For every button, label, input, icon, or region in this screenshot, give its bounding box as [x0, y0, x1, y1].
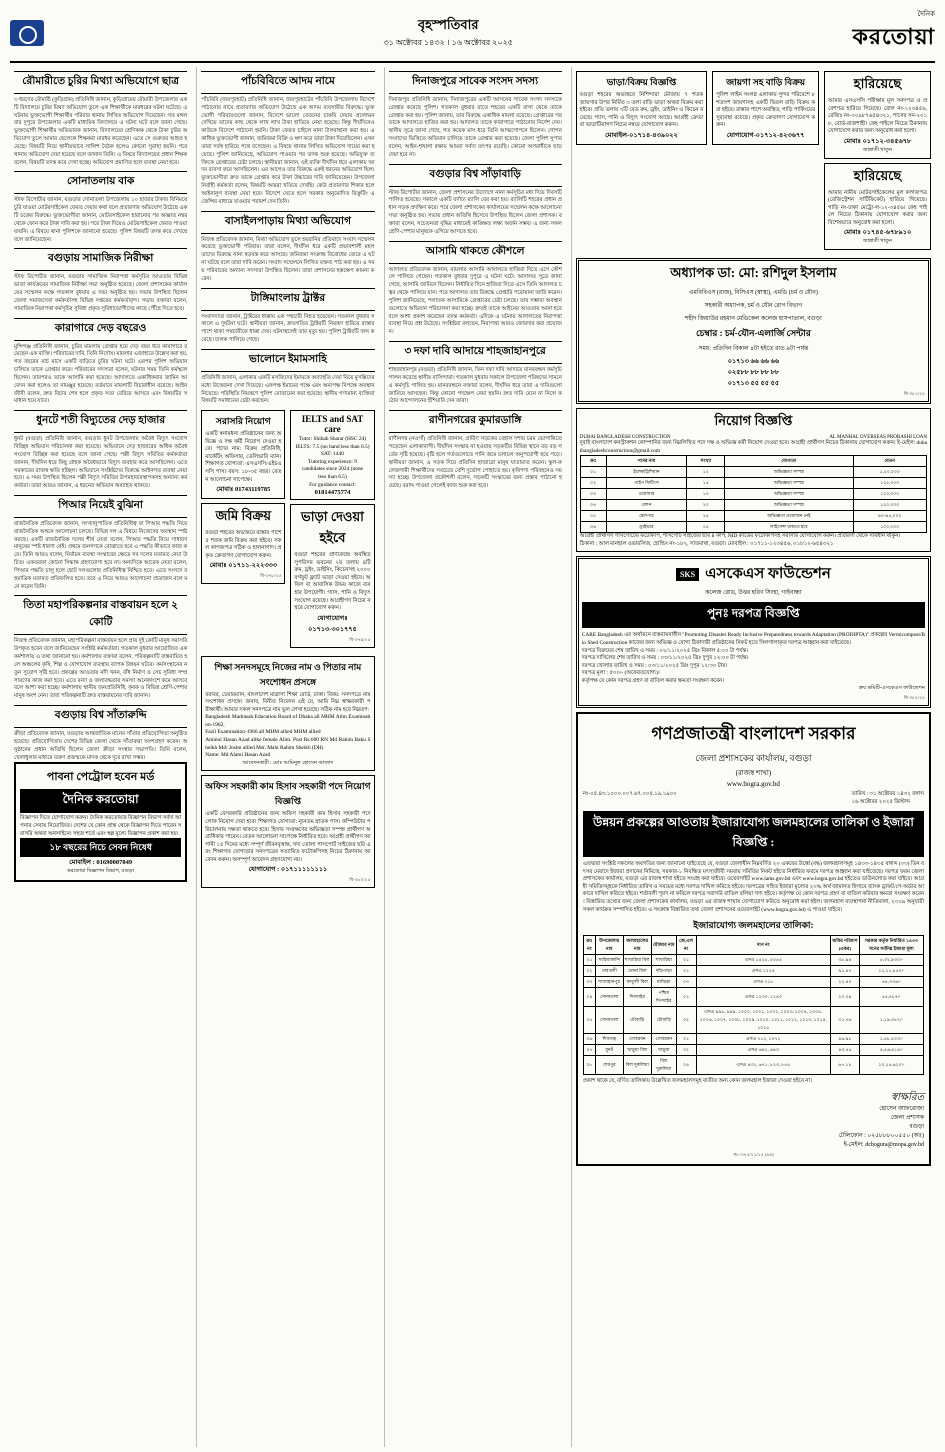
doctor-phone-3[interactable]: ০১৭১৩ ৫৫ ৫৫ ৫৫	[727, 380, 780, 388]
cell-upazila: সোনাতলা	[595, 1007, 623, 1034]
article-body: সংবাদদাতা জানান, ট্রাক্টরের ধাক্কায় এক পথচারী নিহত হয়েছেন। গতকাল বুধবার সকালে এ দুর্ঘটনা ঘটে। স্থানীয়রা জানান, দ্রুতগতির ট্রাক্টরটি নিয়ন্ত্রণ হারিয়ে রাস্তার পাশে থাকা পথচারীকে ধাক্কা দেয়। ঘটনাস্থলেই তার মৃত্যু হয়। পুলিশ ট্রাক্টরটি জব্দ করেছে। চালক পালিয়ে গেছে।	[201, 313, 375, 344]
ad-reference: বি-৩৮০/২৫	[349, 877, 371, 883]
ielts-line-1: Tutor: Shihab Sharar (HSC 24)	[298, 436, 367, 443]
masthead	[10, 8, 935, 63]
hiring-ad-body: একটি স্বনামধন্য প্রতিষ্ঠানের জন্য অভিজ্ঞ ও দক্ষ কর্মী নিয়োগ দেওয়া হবে। পদের নাম: বিক্রয় প্রতিনিধি, মার্কেটিং অফিসার, ডেলিভারি ম্যান। শিক্ষাগত যোগ্যতা: এসএসসি/এইচএসসি পাস। বয়স: ১৮-৩৫ বছর। বেতন আলোচনা সাপেক্ষে।	[205, 431, 282, 483]
article-body: রাণীনগর (নওগাঁ) প্রতিনিধি জানান, গ্রামীণ সড়কের বেহাল দশায় চরম ভোগান্তিতে পড়েছেন এলাকাবাসী। দীর্ঘদিন সংস্কার না হওয়ায় সড়কটির বিভিন্ন স্থানে বড় বড় গর্তের সৃষ্টি হয়েছে। বৃষ্টি হলে গর্তগুলোতে পানি জমে চলাচল অনুপযোগী হয়ে পড়ে। স্থানীয়রা জানান, এ সড়ক দিয়ে প্রতিদিন হাজারো মানুষ যাতায়াত করেন। স্কুল-কলেজগামী শিক্ষার্থীদের সবচেয়ে বেশি দুর্ভোগ পোহাতে হয়। কৃষিপণ্য পরিবহনেও সমস্যা হচ্ছে। উপজেলা প্রকৌশলী বলেন, সড়কটি সংস্কারের জন্য প্রস্তাব পাঠানো হয়েছে। বরাদ্দ পাওয়া গেলেই কাজ শুরু করা হবে।	[388, 436, 562, 490]
cell-lease-value: ১০,২৫,৬২০/-	[859, 1056, 923, 1075]
cell-jl-no: ০১	[676, 988, 696, 1007]
jalmahal-table	[583, 935, 924, 1075]
cell-count: ০৫	[687, 522, 725, 533]
recruitment-company-right: AL MANHAL OVERSEAS PROBASHI LOAN	[829, 435, 928, 441]
masthead-title-block	[852, 8, 935, 57]
article-headline: বগুড়ায় বিশ্ব সাঁতারুদ্দি	[14, 705, 187, 728]
hiring-ad-phone[interactable]: মোবাঃ 01743119785	[216, 486, 271, 494]
cell-mouza: বিল দুরুলিয়া	[651, 1056, 676, 1075]
cell-area: ৪৬.৯৮	[831, 1034, 860, 1045]
table-row	[583, 955, 923, 966]
recruitment-company-left: DUBAI BANGLADESH CONSTRUCTION	[579, 435, 671, 441]
petrol-advertisement[interactable]	[14, 762, 187, 881]
rent-sale-body: বগুড়া শহরের অভ্যন্তরে নিশিন্দারা মৌজায় ৭ শতক জায়গার উপর নির্মিত ৩ তলা বাড়ি ভাড়া অথবা বিক্রয় করা হইবে। প্রতি তলায় ৩টি বেড রুম, ড্রইং, ডাইনিং ও কিচেন রয়েছে। গ্যাস, পানি ও বিদ্যুৎ সংযোগ আছে। আগ্রহী ক্রেতা বা ভাড়াটিয়াগণ নিচের নম্বরে যোগাযোগ করুন।	[579, 92, 704, 129]
cell-serial: ০৬	[580, 522, 606, 533]
cell-salary: ৯০-৯৫,০০০	[853, 511, 927, 522]
table-row	[580, 500, 926, 511]
table-row	[580, 522, 926, 533]
cell-jl-no: ০২	[676, 1045, 696, 1056]
column-3	[384, 67, 566, 1447]
cell-dag-no: এসএ ১৪২৮, ৫০৫৫	[696, 955, 831, 966]
ielts-ad-phone[interactable]: 01814475774	[314, 489, 351, 497]
article-headline: দিনাজপুরে সাবেক সংসদ সদস্য	[389, 71, 562, 94]
publication-day: বৃহস্পতিবার	[417, 16, 479, 32]
cell-area: ৩৮.৯৪	[831, 955, 860, 966]
lost-notice-ad-2[interactable]	[824, 163, 931, 251]
cell-dag-no: এসএ ৯৯৮, ৯৯৯, ১০০০, ১০০১, ১০০২, ১০০৩, ১০০৪, ১০০৫, ১০০৬, ১০০৭, ১০০৮, ১০০৯, ১০১০, ১০১১, ১০১২, ১০১৩, ১০১৪, ১০১৫	[696, 1007, 831, 1034]
cell-lease-value: ৪,৫৬,৪১৪/-	[859, 1045, 923, 1056]
recruitment-table	[580, 455, 927, 533]
cell-qualification: অভিজ্ঞতা সম্পন্ন	[725, 467, 853, 478]
article-headline: কারাগারে দেড় বছরেও	[14, 318, 187, 341]
doctor-phone-1[interactable]: ০১৭১৩ ৬৬ ৬৬ ৬৬	[727, 358, 780, 366]
lost-signature-2: জান্নাতী খাতুন	[862, 238, 893, 245]
sks-tender-line-5: কর্তৃপক্ষ যে কোন দরপত্র গ্রহণ বা বাতিল করার ক্ষমতা সংরক্ষণ করেন।	[581, 677, 725, 684]
article-body: নিজস্ব প্রতিবেদক জানান, মহাপরিকল্পনা বাস্তবায়ন হলে প্রায় দুই কোটি মানুষ সরাসরি উপকৃত হবেন বলে জানিয়েছেন সংশ্লিষ্ট কর্মকর্তারা। গতকাল বুধবার আয়োজিত এক কর্মশালায় এ তথ্য জানানো হয়। কর্মশালায় বক্তারা বলেন, পরিকল্পনাটি বাস্তবায়িত হলে অঞ্চলের কৃষি, শিল্প ও যোগাযোগ ব্যবস্থায় ব্যাপক উন্নয়ন ঘটবে। কর্মসংস্থানের নতুন সুযোগ সৃষ্টি হবে। প্রকল্পের আওতায় নদী খনন, বাঁধ নির্মাণ ও সেচ সুবিধা সম্প্রসারণের কাজ করা হবে। এতে বন্যা ও জলাবদ্ধতার সমস্যা অনেকাংশে কমে আসবে বলে আশা করা হচ্ছে। কর্মশালায় স্থানীয় জনপ্রতিনিধি, কৃষক ও বিভিন্ন শ্রেণি-পেশার মানুষ অংশ নেন। তারা পরিকল্পনাটি দ্রুত বাস্তবায়নের দাবি জানান।	[14, 638, 188, 700]
gov-website[interactable]: www.bogra.gov.bd	[726, 780, 780, 789]
signatory-email[interactable]: ই-মেইল: dcbogura@mopa.gov.bd	[843, 1141, 924, 1148]
gov-branch: (রাজস্ব শাখা)	[735, 769, 772, 778]
sks-tender-ad[interactable]	[576, 556, 931, 708]
th-jl-no: জে,এল নং	[676, 936, 696, 955]
cell-serial: ০২	[583, 966, 595, 977]
recruitment-note: আগ্রহী প্রার্থীগণ পাসপোর্টের ফটোকপি, পাসপোর্ট সাইজের ছবি ৪ কপি, NID কার্ডের ফটোকপিসহ সরাসরি যোগাযোগ করুন। প্রতারণা থেকে সাবধান থাকুন।	[579, 533, 901, 540]
cell-area: ২০.০৯	[831, 988, 860, 1007]
column-right-block	[571, 67, 935, 1447]
cell-serial: ০৮	[583, 1056, 595, 1075]
cell-post: পাইপ ফিটিংস	[606, 478, 687, 489]
cell-serial: ০২	[580, 478, 606, 489]
th-serial: ক্রঃ নং	[583, 936, 595, 955]
office-job-body: একটি বেসরকারি প্রতিষ্ঠানের জন্য অফিস সহকারী কাম হিসাব সহকারী পদে লোক নিয়োগ দেয়া হবে। শিক্ষাগত যোগ্যতা: ন্যূনতম স্নাতক পাস। কম্পিউটার পরিচালনায় দক্ষতা থাকতে হবে। হিসাব সংরক্ষণের অভিজ্ঞতা সম্পন্ন প্রার্থীগণ অগ্রাধিকার পাবেন। বেতন আলোচনা সাপেক্ষে নির্ধারিত হবে। আগ্রহী প্রার্থীগণ আগামী ১৫ দিনের মধ্যে সম্পূর্ণ জীবনবৃত্তান্ত, সদ্য তোলা পাসপোর্ট সাইজের ছবি এবং শিক্ষাগত যোগ্যতার সনদপত্রের সত্যায়িত ফটোকপিসহ নিচের ঠিকানায় আবেদন করুন। অসম্পূর্ণ আবেদন গ্রহণযোগ্য নয়।	[205, 811, 371, 863]
column-2	[196, 67, 378, 1447]
cell-count: ২০	[687, 500, 725, 511]
ielts-line-5: candidates since 2024 (none	[302, 466, 363, 473]
ielts-line-6: less than 6.5)	[318, 474, 347, 480]
sks-tender-line-1: দরপত্র বিক্রয়ের শেষ তারিখ ও সময় : ০২/১১/২০২৫ খ্রিঃ বিকাল ৫:০০ টা পর্যন্ত।	[581, 647, 749, 654]
article-body: পাঁচবিবি (জয়পুরহাট) প্রতিনিধি জানান, জয়পুরহাটের পাঁচবিবি উপজেলায় বিদেশে পাঠানোর নামে প্রতারণার অভিযোগ উঠেছে এক আদম ব্যবসায়ীর বিরুদ্ধে। ভুক্তভোগী পরিবারগুলো জানান, বিদেশে ভালো বেতনের চাকরি দেয়ার প্রলোভন দেখিয়ে তাদের কাছ থেকে লাখ লাখ টাকা হাতিয়ে নেয়া হয়েছে। কিন্তু দীর্ঘদিনেও কাউকে বিদেশে পাঠানো হয়নি। টাকা ফেরত চাইলে নানা টালবাহানা করা হয়। একাধিক ভুক্তভোগী জানান, জমিজমা বিক্রি ও ঋণ করে তারা টাকা দিয়েছিলেন। এখন তারা সর্বস্ব হারিয়ে পথে বসেছেন। এ বিষয়ে থানায় লিখিত অভিযোগ দায়ের করা হয়েছে। পুলিশ জানিয়েছে, অভিযোগ পাওয়ার পর তদন্ত শুরু হয়েছে। অভিযুক্ত ব্যক্তিকে গ্রেপ্তারের চেষ্টা চলছে। স্থানীয়রা জানান, ওই ব্যক্তি দীর্ঘদিন ধরে এলাকায় আদম ব্যবসা করে আসছিলেন। এর আগেও তার বিরুদ্ধে একই ধরনের অভিযোগ ছিল। ভুক্তভোগীরা দ্রুত তাকে গ্রেপ্তার করে টাকা উদ্ধারের দাবি জানিয়েছেন। উপজেলা নির্বাহী কর্মকর্তা বলেন, বিষয়টি আমরা খতিয়ে দেখছি। কেউ প্রতারণার শিকার হলে আইনানুগ ব্যবস্থা নেয়া হবে। বিদেশে যেতে হলে সরকার অনুমোদিত রিক্রুটিং এজেন্সির মাধ্যমে যাওয়ার পরামর্শ দেন তিনি।	[201, 97, 375, 205]
cell-serial: ০৩	[583, 977, 595, 988]
cell-jl-no: ০১	[676, 955, 696, 966]
doctor-name: অধ্যাপক ডা: মো: রশিদুল ইসলাম	[670, 265, 837, 281]
sks-logo-icon: SKS	[676, 568, 699, 581]
article-headline: ৩ দফা দাবি আদায়ে শাহজাহানপুরে	[389, 341, 562, 364]
masthead-center	[44, 16, 852, 50]
cell-jl-no: ০২	[676, 1007, 696, 1034]
article-headline: পিআর নিয়েই বুঝিনা	[14, 495, 187, 518]
ad-reference: বি-৩৮২/২৫	[903, 695, 925, 701]
cell-post: ড্রাইভার	[606, 522, 687, 533]
col2-ad-row	[201, 406, 374, 651]
sks-tender-line-2: দরপত্র দাখিলের শেষ তারিখ ও সময় : ০৩/১১/২০২৫ খ্রিঃ দুপুর ১২:০০ টা পর্যন্ত।	[581, 655, 749, 662]
cell-salary: ১২০,০০০	[853, 500, 927, 511]
paper-title: করতোয়া	[852, 24, 935, 49]
cell-mouza: মাঝিড়া	[651, 977, 676, 988]
sks-tender-banner: পুনঃ দরপত্র বিজ্ঞপ্তি	[582, 602, 925, 628]
cell-dag-no: এসএ ১২৩০, ১২৪০	[696, 988, 831, 1007]
th-mouza: মৌজার নাম	[651, 936, 676, 955]
cell-qualification: অভিজ্ঞতা সম্পন্ন	[725, 500, 853, 511]
table-row	[583, 977, 923, 988]
gov-date-bn: তারিখ : ৩১ অক্টোবর ১৪৩২ বঙ্গাব্দ	[851, 791, 924, 798]
table-header-row	[583, 936, 923, 955]
name-correction-detail-4: Name: Md Alami Hasan Azad	[205, 752, 271, 759]
cell-serial: ০৬	[583, 1034, 595, 1045]
cell-upazila: শিবগঞ্জ	[595, 1034, 623, 1045]
cell-serial: ০৫	[583, 1007, 595, 1034]
cell-serial: ০১	[580, 467, 606, 478]
ielts-line-3: SAT: 1440	[321, 451, 344, 458]
signatory-name: হোসেন আফরোজা	[879, 1105, 924, 1112]
article-headline: রৌমারীতে চুরির মিথ্যা অভিযোগে ছাত্র	[14, 71, 187, 94]
rent-ad-body: বগুড়া শহরের প্রাণকেন্দ্রে অবস্থিত সুপরিসর ভবনের ২য় তলায় ৪টি রুম, ড্রইং, ডাইনিং, কিচেনসহ ২০০০ বর্গফুট ফ্ল্যাট ভাড়া দেওয়া হইবে। অফিস বা আবাসিক উভয় কাজে ব্যবহার উপযোগী। গ্যাস, পানি ও বিদ্যুৎ সংযোগ রয়েছে। আগ্রহীগণ নিচের নম্বরে যোগাযোগ করুন।	[294, 552, 371, 612]
article-headline: আসামি থাকতে কৌশলে	[389, 241, 562, 264]
article-body: নিজস্ব প্রতিবেদক জানান, মিথ্যা অভিযোগ তুলে হয়রানির প্রতিবাদে সংবাদ সম্মেলন করেছে ভুক্তভোগী পরিবার। তারা বলেন, দীর্ঘদিন ধরে একটি প্রভাবশালী মহল তাদের বিরুদ্ধে নানা ষড়যন্ত্র করে আসছে। জমিজমা সংক্রান্ত বিরোধের জেরে এ ঘটনা ঘটছে বলে তারা দাবি করেন। সংবাদ সম্মেলনে লিখিত বক্তব্য পাঠ করা হয়। এ সময় পরিবারের অন্যান্য সদস্যরা উপস্থিত ছিলেন। তারা প্রশাসনের হস্তক্ষেপ কামনা করেন।	[201, 236, 375, 282]
cell-lease-value: ১,১৯,৩৫২/-	[859, 1007, 923, 1034]
gov-footer-note: প্রকাশ থাকে যে, বর্ণিত তালিকায় উল্লেখিত জলমহালসমূহ ব্যতীত অন্য কোন জলমহাল ইজারা দেওয়া হইবে না।	[582, 1078, 812, 1085]
cell-serial: ০৪	[583, 988, 595, 1007]
lost-notice-ad-1[interactable]	[824, 71, 931, 159]
cell-post: ওয়েল্ডার	[606, 489, 687, 500]
cell-jl-no: ০১	[676, 1034, 696, 1045]
cell-serial: ০১	[583, 955, 595, 966]
cell-jalmahal: খাড়ুয়া বিল	[623, 1045, 651, 1056]
paper-kicker: দৈনিক	[917, 10, 935, 18]
lost-phone-2[interactable]: মোবাঃ ০১৭৪৫-৬৭৮৯১০	[843, 229, 912, 237]
th-jalmahal: জলমহালের নাম	[623, 936, 651, 955]
gov-memo-number: নং-০৫.৪৩.১০০০.০০৭.৬৭.০০৫.১৯.১৯০০	[582, 791, 677, 798]
cell-qualification: লাইসেন্স থাকতে হবে	[725, 522, 853, 533]
cell-jalmahal: বিল দুরুলিয়া	[623, 1056, 651, 1075]
gov-table-title: ইজারাযোগ্য জলমহালের তালিকা:	[693, 920, 814, 931]
rent-advertisement[interactable]	[290, 504, 374, 648]
table-row	[583, 1045, 923, 1056]
article-body: দিনাজপুর প্রতিনিধি জানান, দিনাজপুরের একটি আসনের সাবেক সংসদ সদস্যকে গ্রেপ্তার করেছে পুলিশ। গতকাল বুধবার রাতে শহরের একটি বাসা থেকে তাকে গ্রেপ্তার করা হয়। পুলিশ জানায়, তার বিরুদ্ধে একাধিক মামলা রয়েছে। গ্রেপ্তারের পর তাকে আদালতে হাজির করা হয়। আদালত তাকে কারাগারে পাঠানোর নির্দেশ দেন। স্থানীয় সূত্রে জানা গেছে, গত কয়েক মাস ধরে তিনি আত্মগোপনে ছিলেন। গোপন সংবাদের ভিত্তিতে অভিযান চালিয়ে তাকে গ্রেপ্তার করা হয়েছে। জেলা পুলিশ সুপার বলেন, আইন-শৃঙ্খলা রক্ষায় আমরা সর্বদা তৎপর রয়েছি। কোনো অপরাধীকে ছাড় দেয়া হবে না।	[388, 97, 562, 158]
table-header-row	[580, 456, 926, 467]
recruitment-ad[interactable]	[576, 408, 931, 552]
table-row	[580, 478, 926, 489]
signatory-phone: টেলিফোন : ০২৫৮৮৮০০৫৫০ (অঃ)	[838, 1132, 924, 1139]
name-correction-body: বরাবর, চেয়ারম্যান, বাংলাদেশ মাদ্রাসা শিক্ষা বোর্ড, ঢাকা। বিষয়: সনদপত্রে নাম সংশোধন প্রসঙ্গে। জনাব, বিনীত নিবেদন এই যে, আমি নিম্ন স্বাক্ষরকারী পরীক্ষার্থী। আমার সকল সনদপত্রে নাম ভুল লেখা হয়েছে। সঠিক নাম হবে নিম্নরূপ:	[205, 691, 371, 713]
cell-mouza: পশ্চিম দিগদাইর	[651, 988, 676, 1007]
article-headline: তিতা মহাপরিকল্পনার বাস্তবায়ন হলে ২ কোটি	[14, 595, 187, 635]
doctor-department: সহকারী অধ্যাপক, চর্ম ও যৌন রোগ বিভাগ	[704, 303, 803, 310]
article-body: আদালত প্রতিবেদক জানান, মামলার আসামি আদালতে হাজিরা দিতে এসে কৌশলে পালিয়ে গেছেন। গতকাল বুধবার দুপুরে এ ঘটনা ঘটে। আদালত সূত্রে জানা গেছে, আসামি জামিনে ছিলেন। নির্ধারিত দিনে হাজিরা দিতে এসে তিনি আদালত চত্বর থেকে পালিয়ে যান। পরে আদালত তার বিরুদ্ধে গ্রেপ্তারি পরোয়ানা জারি করেন। পুলিশ জানিয়েছে, পলাতক আসামিকে গ্রেপ্তারের চেষ্টা চলছে। তার সম্ভাব্য অবস্থানগুলোতে অভিযান পরিচালনা করা হচ্ছে। দ্রুতই তাকে আইনের আওতায় আনা হবে বলে আশা প্রকাশ করেছেন তদন্ত কর্মকর্তা। এদিকে এ ঘটনায় আদালতের নিরাপত্তা ব্যবস্থা নিয়ে প্রশ্ন উঠেছে। সংশ্লিষ্টরা বলছেন, নিরাপত্তা আরও জোরদার করা প্রয়োজন।	[388, 266, 562, 336]
article-headline: বগুড়ার বিশ্ব সাঁড়াবাড়ি	[389, 164, 562, 187]
cell-salary: ১২৫,০০০	[853, 478, 927, 489]
recruitment-address: ঠিকানা : আল মানহাল ওভারসিজ, হোল্ডিং নং-১৮২, সাতমাথা, বগুড়া। মোবাইল : ০১৭১১-১২৩৪৫৬, ০১৮১২-৬৫৪৩২১	[579, 540, 834, 547]
cell-lease-value: ১,৪৮,৫০৩/-	[859, 1034, 923, 1045]
land-sale-advertisement[interactable]	[201, 503, 285, 584]
cell-area: ৪৩.৫৫	[831, 1045, 860, 1056]
petrol-ad-warning: ১৮ বছরের নিচে সেবন নিষেধ	[20, 838, 181, 857]
article-headline: ভালোনে ইমামসাহি	[201, 349, 374, 372]
cell-upazila: শাজাহানপুর	[595, 977, 623, 988]
cell-dag-no: এসএ ৬৯২, ৬৯৩	[696, 1045, 831, 1056]
cell-jalmahal: চৌবাড়ি	[623, 1007, 651, 1034]
cell-post: হেলপার	[606, 511, 687, 522]
table-row	[580, 489, 926, 500]
cell-lease-value: ৪৪,৩৩৬/-	[859, 977, 923, 988]
ielts-ad-title: IELTS and SAT care	[301, 414, 364, 435]
cell-post: মেশন	[606, 500, 687, 511]
cell-mouza: শাখারিয়া	[651, 955, 676, 966]
office-job-phone[interactable]: যোগাযোগ : ০১৭১১১১১১১১	[248, 866, 328, 874]
article-body: প্রতিনিধি জানান, এলাকার একটি মসজিদের ইমামকে অব্যাহতি দেয়া নিয়ে মুসল্লিদের মধ্যে উত্তেজনা দেখা দিয়েছে। একপক্ষ ইমামের পক্ষে এবং অন্যপক্ষ বিপক্ষে অবস্থান নিয়েছে। পরিস্থিতি নিয়ন্ত্রণে পুলিশ মোতায়েন করা হয়েছে। স্থানীয় গণ্যমান্য ব্যক্তিরা বিষয়টি সমাধানের চেষ্টা করছেন।	[201, 374, 375, 405]
article-headline: বাসাইলপাড়ায় মিথ্যা অভিযোগ	[201, 211, 374, 234]
lost-title-1: হারিয়েছে	[853, 76, 902, 91]
gov-office: জেলা প্রশাসকের কার্যালয়, বগুড়া	[695, 753, 812, 764]
cell-serial: ০৫	[580, 511, 606, 522]
cell-mouza: খাড়ুয়া	[651, 1045, 676, 1056]
cell-count: ১৫	[687, 478, 725, 489]
paper-logo-icon	[10, 20, 44, 46]
rent-ad-title: ভাড়া দেওয়া হইবে	[301, 509, 364, 546]
table-row	[583, 966, 923, 977]
cell-salary: ১২০,০০০	[853, 489, 927, 500]
house-sale-phone[interactable]: যোগাযোগ-০১৭১২-৪২৩৬৭৭	[726, 131, 805, 139]
ad-reference: বি-৩৭৮/২৫	[260, 573, 282, 579]
article-body: ৩ ধরণের রৌমারী (কুড়িগ্রাম) প্রতিনিধি জানান, কুড়িগ্রামের রৌমারী উপজেলার একটি বিদ্যালয়ে চুরির মিথ্যা অভিযোগ তুলে এক শিক্ষার্থীকে মারধরের ঘটনা ঘটেছে। এ ঘটনায় ভুক্তভোগী শিক্ষার্থীর পরিবার থানায় লিখিত অভিযোগ দিয়েছেন। গত মঙ্গলবার দুপুরে উপজেলার একটি মাধ্যমিক বিদ্যালয়ে এ ঘটনা ঘটে বলে জানা গেছে। ভুক্তভোগী শিক্ষার্থীর অভিভাবক জানান, বিদ্যালয়ের শ্রেণিকক্ষ থেকে টাকা চুরির অভিযোগ তুলে আমার ছেলেকে শিক্ষকরা মারধর করেছেন। এতে সে গুরুতর আহত হয়েছে। বিষয়টি নিয়ে স্থানীয়ভাবে সালিশ বৈঠক হলেও কোনো সুরাহা হয়নি। পরে থানায় অভিযোগ দেয়া হয়েছে বলে জানান তিনি। এ বিষয়ে বিদ্যালয়ের প্রধান শিক্ষক বলেন, বিষয়টি তদন্ত করে দেখা হচ্ছে। অভিযোগ প্রমাণিত হলে ব্যবস্থা নেয়া হবে।	[14, 97, 188, 166]
table-row	[583, 1034, 923, 1045]
cell-mouza: চৌবাড়ি	[651, 1007, 676, 1034]
cell-jl-no: ০৩	[676, 977, 696, 988]
rent-sale-notice-ad[interactable]	[576, 71, 707, 145]
cell-serial: ০৭	[583, 1045, 595, 1056]
cell-jalmahal: শাখারিয়া বিল	[623, 955, 651, 966]
cell-area: ৯১.৪৭	[831, 966, 860, 977]
cell-jl-no: ০১	[676, 966, 696, 977]
cell-lease-value: ১২,১১,৪৫০/-	[859, 966, 923, 977]
article-body: ক্রীড়া প্রতিবেদক জানান, বগুড়ায় আন্তর্জাতিক মানের সাঁতার প্রতিযোগিতা অনুষ্ঠিত হয়েছে। প্রতিযোগিতায় দেশের বিভিন্ন জেলা থেকে সাঁতারুরা অংশগ্রহণ করেন। অনুষ্ঠানের প্রধান অতিথি ছিলেন জেলা ক্রীড়া সংস্থার সভাপতি। তিনি বলেন, খেলাধুলার মাধ্যমে তরুণ প্রজন্মকে মাদক থেকে দূরে রাখা সম্ভব।	[14, 731, 188, 761]
ielts-line-2: IELTS: 7.5 (no band less than 6.5)	[295, 443, 370, 450]
doctor-degrees: এমবিবিএস (রাজ), বিসিএস (স্বাস্থ্য), এমডি (চর্ম ও যৌন)	[688, 290, 818, 297]
classified-row-1	[576, 67, 931, 254]
hiring-ad-title: সরাসরি নিয়োগ	[216, 416, 271, 427]
article-headline: টাঙ্গিমাংলায় ট্রাক্টর	[201, 288, 374, 311]
article-headline: পাঁচবিবিতে আদম নামে	[201, 71, 374, 94]
land-ad-phone[interactable]: মোবাঃ ০১৭১১-২২২৩৩৩	[209, 562, 278, 570]
petrol-ad-phone[interactable]: মোবাইল : 01690007049	[69, 859, 133, 867]
land-ad-title: জমি বিক্রয়	[215, 508, 271, 524]
sks-signature: ক্রয় কমিটি-এসকেএস ফাউন্ডেশন	[858, 685, 925, 692]
house-sale-title: জায়গা সহ বাড়ি বিক্রয়	[726, 77, 806, 87]
article-headline: বগুড়ায় সামাজিক নিরীক্ষা	[14, 248, 187, 271]
cell-dag-no: এসএ ৭১২, ১০৭২	[696, 1034, 831, 1045]
table-row	[583, 1056, 923, 1075]
ad-reference: বি-৩৭৯/২৫	[349, 636, 371, 642]
rent-sale-phone[interactable]: মোবাইল-০১৭১৪-৪৩৯০২২	[605, 131, 678, 139]
cell-serial: ০৩	[580, 489, 606, 500]
page-columns	[10, 67, 935, 1447]
ielts-line-4: Tutoring experience: 9	[308, 458, 357, 465]
cell-jalmahal: দিগদাইর	[623, 988, 651, 1007]
cell-dag-no: এসএ ১২২৪	[696, 966, 831, 977]
gov-banner: উন্নয়ন প্রকল্পের আওতায় ইজারাযোগ্য জলমহালের তালিকা ও ইজারা বিজ্ঞপ্তি :	[583, 811, 924, 857]
th-count: সংখ্যা	[687, 456, 725, 467]
th-qualification: যোগ্যতা	[725, 456, 853, 467]
cell-salary: ১,২০,০০০	[853, 467, 927, 478]
cell-jalmahal: ঘোনা বিল	[623, 966, 651, 977]
doctor-hospital: শহীদ জিয়াউর রহমান মেডিকেল কলেজ হাসপাতাল, বগুড়া	[684, 316, 822, 323]
th-dag-no: দাগ নং	[696, 936, 831, 955]
government-notice[interactable]	[576, 712, 931, 1166]
cell-jalmahal: কাতুলী বিল	[623, 977, 651, 988]
signatory-designation: জেলা প্রশাসক	[890, 1114, 924, 1121]
gov-signature-block	[583, 1090, 924, 1150]
cell-dag-no: এসএ ৩১৮	[696, 977, 831, 988]
cell-area: ৬৭.১৮	[831, 1056, 860, 1075]
lost-signature-1: জান্নাতী খাতুন	[862, 146, 893, 153]
cell-lease-value: ৫৫,৫৮৭/-	[859, 988, 923, 1007]
sks-tender-line-4: দরপত্র মূল্য : ৫০০/- (অফেরতযোগ্য)।	[581, 670, 660, 677]
signature-scribble: স্বাক্ষরিত	[891, 1091, 924, 1103]
sks-address: কলেজ রোড, উত্তর হরিণ সিংহা, গাইবান্ধা	[705, 590, 802, 597]
ielts-line-7: For guidance contact:	[309, 481, 356, 488]
table-row	[580, 511, 926, 522]
hiring-advertisement[interactable]	[201, 410, 285, 499]
gov-reference: স৮-৩৭৫/২১/১৫ (৪৪)	[733, 1151, 774, 1157]
house-sale-body: পুলিশ লাইন সংলগ্ন এলাকায় সুন্দর পরিবেশে ৮ শতাংশ জায়গাসহ একটি দ্বিতল বাড়ি বিক্রয় করা হইবে। রাস্তার পাশে অবস্থিত, গাড়ি পার্কিংয়ের সুব্যবস্থা রয়েছে। প্রকৃত ক্রেতাগণ যোগাযোগ করুন।	[716, 92, 816, 129]
sks-tender-line-3: দরপত্র খোলার তারিখ ও সময় : ০৩/১১/২০২৫ খ্রিঃ দুপুর ১২:৩০ টায়।	[581, 662, 728, 669]
article-headline: ধুনটে শতী বিদ্যুতের দেড় হাজার	[14, 410, 187, 433]
th-lease-value: সরকার কর্তৃক নির্ধারিত ১৪৩৩ সনের সর্বনিম্ন ইজারা মূল্য	[859, 936, 923, 955]
article-body: ধুনট (বগুড়া) প্রতিনিধি জানান, বগুড়ার ধুনট উপজেলায় অবৈধ বিদ্যুৎ সংযোগ বিচ্ছিন্ন অভিযান পরিচালনা করা হয়েছে। অভিযানে দেড় হাজারের অধিক অবৈধ সংযোগ বিচ্ছিন্ন করা হয়েছে বলে জানা গেছে। পল্লী বিদ্যুৎ সমিতির কর্মকর্তারা জানান, দীর্ঘদিন ধরে কিছু গ্রাহক অবৈধভাবে বিদ্যুৎ ব্যবহার করে আসছিলেন। এতে সরকারের রাজস্ব ক্ষতি হচ্ছিল। অভিযানে সংশ্লিষ্টদের বিরুদ্ধে আইনগত ব্যবস্থা নেয়া হবে। এ সময় উপস্থিত ছিলেন পল্লী বিদ্যুৎ সমিতির উপমহাব্যবস্থাপকসহ অন্যান্য কর্মকর্তারা। তারা আরও জানান, এ ধরনের অভিযান অব্যাহত থাকবে।	[14, 436, 188, 490]
petrol-ad-note: করতোয়া বিজ্ঞাপন বিভাগ, বগুড়া	[67, 868, 135, 875]
rent-ad-phone[interactable]: যোগাযোগঃ ০১৭১৩-৩০১৭৭৫	[308, 614, 357, 633]
cell-upazila: সারিয়াকান্দি	[595, 955, 623, 966]
publication-date: ৩১ অক্টোবর ১৪৩২ । ১৬ অক্টোবর ২০২৫	[383, 37, 513, 47]
name-correction-detail-3: Aminul Hasan Azad alike female Alim. Post Rs.600 RN Md Rahim Baku Sheikh Md/ Josim allied Mst. Mahi Rahim Sheikh (DH)	[205, 737, 371, 751]
cell-qualification: অভিজ্ঞতা সম্পন্ন	[725, 478, 853, 489]
cell-mouza: দড়িপাড়া	[651, 966, 676, 977]
name-correction-title: শিক্ষা সনদসমূহে নিজের নাম ও পিতার নাম সংশোধন প্রসঙ্গে	[214, 661, 362, 687]
ielts-advertisement[interactable]	[290, 410, 374, 500]
cell-qualification: অভিজ্ঞতা প্রয়োজন নেই	[725, 511, 853, 522]
doctor-chamber-ad[interactable]	[576, 258, 931, 404]
cell-count: ২৫	[687, 511, 725, 522]
gov-title: গণপ্রজাতন্ত্রী বাংলাদেশ সরকার	[651, 724, 856, 744]
house-sale-ad[interactable]	[712, 71, 819, 145]
sks-tender-body: CARE Bangladesh এর অর্থায়নে বাস্তবায়নাধীন "Promoting Disaster Ready Inclusive Preparedness towards Adaptation (PRODIPTA)" প্রকল্পের Vermicompost/Bio Shed Construction কাজের জন্য অভিজ্ঞ ও যোগ্য ঠিকাদারী প্রতিষ্ঠানের নিকট হতে সিলগালাকৃত দরপত্র আহ্বান করা যাইতেছে।	[581, 632, 925, 647]
article-body: স্টাফ রিপোর্টার জানান, জেলা প্রশাসনের উদ্যোগে নানা কর্মসূচির মধ্য দিয়ে দিবসটি পালিত হয়েছে। সকালে একটি বর্ণাঢ্য র‍্যালি বের করা হয়। র‍্যালিটি শহরের প্রধান প্রধান সড়ক প্রদক্ষিণ করে। পরে জেলা প্রশাসকের কার্যালয়ের সম্মেলন কক্ষে আলোচনা সভা অনুষ্ঠিত হয়। সভায় প্রধান অতিথি হিসেবে উপস্থিত ছিলেন জেলা প্রশাসক। বক্তারা বলেন, সচেতনতা বৃদ্ধির মাধ্যমেই কাঙ্ক্ষিত লক্ষ্য অর্জন সম্ভব। এ জন্য সকল শ্রেণি-পেশার মানুষকে এগিয়ে আসতে হবে।	[388, 189, 562, 235]
gov-intro: এতদ্বারা সংশ্লিষ্ট সকলের অবগতির জন্য জানানো যাইতেছে যে, বগুড়া জেলাধীন নিম্নবর্ণিত ২০ একরের উর্ধ্বে (বদ্ধ) জলমহালসমূহ ১৪৩৩-১৪৩৫ বঙ্গাব্দ (০৩) তিন বৎসর মেয়াদে ইজারা প্রদানের নিমিত্তে, সরকার-১ নিবন্ধিত মৎস্যজীবী সমবায় সমিতির নিকট হইতে নির্ধারিত ফরমে দরপত্র আহ্বান করা যাইতেছে। দরপত্র ফরম জেলা প্রশাসকের কার্যালয়, বগুড়া এর রাজস্ব শাখা হইতে সংগ্রহ করা যাইবে। ওয়েবসাইট www.lams.gov.bd এবং www.bogra.gov.bd হইতেও ডাউনলোড করা যাইবে। আগ্রহী সমিতিসমূহকে নির্ধারিত তারিখ ও সময়ের মধ্যে দরপত্র দাখিল করিতে হইবে। দরপত্রের সহিত ইজারা মূল্যের ২০% অর্থ জামানত হিসাবে ব্যাংক ড্রাফট/পে-অর্ডার আকারে দাখিল করিতে হইবে। শর্তাবলী পূরণ না করিলে দরপত্র সরাসরি বাতিল বলিয়া গণ্য হইবে। কর্তৃপক্ষ যে কোন দরপত্র গ্রহণ বা বাতিল করিবার ক্ষমতা সংরক্ষণ করেন। বিস্তারিত তথ্যের জন্য জেলা প্রশাসকের কার্যালয়, বগুড়া এর রাজস্ব শাখায় যোগাযোগ করিতে অনুরোধ করা হইল। জলমহাল ব্যবস্থাপনা নীতিমালা, ২০০৯ অনুযায়ী সকল কার্যক্রম সম্পাদিত হইবে। এ সংক্রান্ত বিস্তারিত তথ্য জেলা প্রশাসনের ওয়েবসাইট (www.bogra.gov.bd) এ পাওয়া যাইবে।	[582, 861, 924, 913]
cell-jalmahal: গোবরধন	[623, 1034, 651, 1045]
petrol-ad-line1: পাবনা পেট্রোল হবেন মর্ড	[46, 771, 155, 784]
doctor-chamber: চেম্বার : চর্ম-যৌন-এলার্জি সেন্টার	[696, 328, 811, 339]
table-row	[583, 988, 923, 1007]
lost-body-2: আমার নামীয় মোটরসাইকেলের মূল কাগজপত্র (রেজিস্ট্রেশন সার্টিফিকেট) হারিয়ে গিয়েছে। গাড়ি নং-ঢাকা মেট্রো-ল-১২-৩৪৫৬। কেহ পাইলে নিচের ঠিকানায় যোগাযোগ করার জন্য বিশেষভাবে অনুরোধ করা হলো।	[828, 189, 928, 226]
cell-serial: ০৪	[580, 500, 606, 511]
ad-reference: বি-৩৮১/২৫	[903, 391, 925, 397]
th-upazila: উপজেলার নাম	[595, 936, 623, 955]
article-body: মুন্সিগঞ্জ প্রতিনিধি জানান, চুরির মামলায় গ্রেপ্তার হয়ে দেড় বছর ধরে কারাগারে রয়েছেন এক ব্যক্তি। পরিবারের দাবি, তিনি নির্দোষ। মামলার এজাহারে উল্লেখ করা হয়, গত বছরের মার্চ মাসে একটি বাড়িতে চুরির ঘটনা ঘটে। এরপর পুলিশ অভিযান চালিয়ে তাকে গ্রেপ্তার করে। পরিবারের সদস্যরা বলেন, ঘটনার সময় তিনি কর্মস্থলে ছিলেন। তারপরও তাকে আসামি করা হয়েছে। আদালতে একাধিকবার জামিন আবেদন করা হলেও তা নামঞ্জুর হয়েছে। বর্তমানে মামলাটি বিচারাধীন রয়েছে। আইনজীবী বলেন, দ্রুত বিচার শেষ হলে প্রকৃত সত্য বেরিয়ে আসবে এবং বিষয়টির সমাধান হয়ে যাবে।	[14, 343, 188, 405]
cell-lease-value: ৫,৩২,৯৩০/-	[859, 955, 923, 966]
cell-count: ১০	[687, 489, 725, 500]
cell-upazila: গাবতলী	[595, 966, 623, 977]
recruitment-intro: দুবাই বাংলাদেশ কনস্ট্রাকশন কোম্পানির জন্য নিম্নলিখিত পদে দক্ষ ও অভিজ্ঞ কর্মী নিয়োগ দেওয়া হবে। আগ্রহী প্রার্থীগণ নিচের ঠিকানায় যোগাযোগ করুন। ই-মেইল: dubaibangladeshconstruction@gmail.com	[579, 440, 927, 454]
article-body: রাজনৈতিক প্রতিবেদক জানান, সংখ্যানুপাতিক প্রতিনিধিত্ব বা পিআর পদ্ধতি নিয়ে রাজনৈতিক অঙ্গনে আলোচনা চলছে। বিভিন্ন দল এ বিষয়ে নিজেদের অবস্থান স্পষ্ট করছে। একটি রাজনৈতিক দলের শীর্ষ নেতা বলেন, পিআর পদ্ধতি নিয়ে সাধারণ মানুষের স্পষ্ট ধারণা নেই। প্রথমে জনগণকে বোঝাতে হবে এ পদ্ধতি কীভাবে কাজ করে। তিনি আরও বলেন, নির্বাচন ব্যবস্থা সংস্কারের ক্ষেত্রে সব দলের মতামত নেয়া উচিত। একতরফা কোনো সিদ্ধান্ত গ্রহণযোগ্য হবে না। অন্যদিকে আরেক নেতা বলেন, পিআর পদ্ধতি চালু হলে ছোট দলগুলোর প্রতিনিধিত্ব নিশ্চিত হবে। এতে সংসদে বহুমাত্রিক মতামত প্রতিফলিত হবে। তবে এ নিয়ে আরও আলোচনা প্রয়োজন বলে মনে করেন তিনি।	[14, 520, 188, 590]
doctor-phone-2[interactable]: ০২৫৮৮ ৮৮ ৮৮ ৮৮	[727, 369, 780, 377]
land-ad-body: বগুড়া শহরের অভ্যন্তরে রাস্তার পাশে ৫ শতক জমি বিক্রয় করা হইবে। সকল কাগজপত্র সঠিক ও হালনাগাদ। প্রকৃত ক্রেতাগণ যোগাযোগ করুন।	[205, 530, 282, 559]
cell-count: ১২	[687, 467, 725, 478]
lost-phone-1[interactable]: মোবাঃ ০১৭১২-৩৪৫৬৭৮	[843, 137, 912, 145]
th-post: পদের নাম	[606, 456, 687, 467]
office-job-title: অফিস সহকারী কাম হিসাব সহকারী পদে নিয়োগ বিজ্ঞপ্তি	[205, 781, 371, 807]
article-headline: সোনাতলায় বাক	[14, 171, 187, 194]
rent-sale-title: ভাড়া/বিক্রয় বিজ্ঞপ্তি	[606, 77, 677, 87]
th-serial: ক্রঃ	[580, 456, 606, 467]
sks-name: এসকেএস ফাউন্ডেশন	[705, 566, 831, 583]
office-assistant-job-advertisement[interactable]	[201, 775, 374, 888]
recruitment-title: নিয়োগ বিজ্ঞপ্তি	[714, 413, 793, 429]
lost-body-1: আমার এসএসসি পরীক্ষার মূল সনদপত্র ও প্রবেশপত্র হারিয়ে গিয়েছে। রোল নং-১২৩৪৫৬, রেজিঃ নং-০০৯৮৭৬৫৪৩২১, পাসের সন-২০১৮, বোর্ড-রাজশাহী। কেহ পাইলে নিচের ঠিকানায় যোগাযোগ করার জন্য অনুরোধ করা হলো।	[828, 98, 928, 135]
cell-area: ২২.৪০	[831, 977, 860, 988]
name-correction-signature: আবেদনকারী : মোঃ আমিনুল হোসেন আজাদ	[242, 759, 334, 766]
column-1	[10, 67, 191, 1447]
article-body: শাহজাহানপুর (বগুড়া) প্রতিনিধি জানান, তিন দফা দাবি আদায়ে মানববন্ধন কর্মসূচি পালন করেছে স্থানীয় বাসিন্দারা। গতকাল বুধবার সকালে উপজেলা পরিষদের সামনে এ কর্মসূচি পালিত হয়। মানববন্ধনে বক্তারা বলেন, দীর্ঘদিন ধরে তারা এ দাবিগুলো জানিয়ে আসছেন। কিন্তু কোনো পদক্ষেপ নেয়া হয়নি। দ্রুত দাবি মেনে না নিলে কঠোর আন্দোলনের হুঁশিয়ারি দেন তারা।	[388, 367, 562, 405]
th-area: জমির পরিমাণ (একর)	[831, 936, 860, 955]
cell-mouza: গোবরধন	[651, 1034, 676, 1045]
name-correction-detail-1: Bangladesh Madrasah Education Board of Dhaka all MHM Alim Examination-1962,	[205, 714, 371, 728]
cell-upazila: শেরপুর	[595, 1056, 623, 1075]
table-row	[583, 1007, 923, 1034]
cell-jl-no: ০৪	[676, 1056, 696, 1075]
cell-dag-no: এসএ ৪৩২, ৬৭১, ৮২৩, ৮৫৫	[696, 1056, 831, 1075]
cell-area: ৩১.৭৬	[831, 1007, 860, 1034]
cell-salary: ১০০,০০০	[853, 522, 927, 533]
name-correction-detail-2: Fazil Examination-1966 all MHM allied MHM allied	[205, 729, 321, 736]
petrol-ad-brand: দৈনিক করতোয়া	[20, 789, 181, 813]
cell-upazila: সোনাতলা	[595, 988, 623, 1007]
name-correction-advertisement[interactable]	[201, 656, 374, 772]
doctor-time: সময়: প্রতিদিন বিকাল ৪টা হইতে রাত ৯টা পর্যন্ত	[698, 346, 809, 353]
signatory-district: বগুড়া	[909, 1123, 924, 1130]
article-headline: রাণীনগরের কুমারডাঙ্গি	[389, 410, 562, 433]
gov-date-en: ১৬ অক্টোবর ২০২৫ খ্রিস্টাব্দ	[851, 799, 911, 806]
article-body: স্টাফ রিপোর্টার জানান, বগুড়ার সোনাতলা উপজেলায় ১০ হাজার টাকার বিনিময়ে চুরি যাওয়া মোটরসাইকেল ফেরত দেয়ার কথা বলে প্রতারণার অভিযোগ উঠেছে একটি চক্রের বিরুদ্ধে। ভুক্তভোগীরা জানান, মোটরসাইকেল হারানোর পর অজ্ঞাত নম্বর থেকে ফোন করে টাকা দাবি করা হয়। পরে টাকা দিয়েও মোটরসাইকেল ফেরত পাওয়া যায়নি। এ বিষয়ে থানা পুলিশকে জানানো হয়েছে। পুলিশ বিষয়টি তদন্ত করে দেখছে বলে জানিয়েছেন।	[14, 197, 188, 243]
petrol-ad-body: বিজ্ঞাপন দিতে যোগাযোগ করুন। দৈনিক করতোয়ার বিজ্ঞাপন বিভাগ সর্বদা আপনার সেবায় নিয়োজিত। দেশের যে কোন প্রান্ত থেকে বিজ্ঞাপন দিতে পারেন সরাসরি অথবা অনলাইনে। সহজ শর্তে এবং স্বল্প মূল্যে বিজ্ঞাপন প্রকাশ করা হয়।	[20, 815, 182, 837]
article-body: স্টাফ রিপোর্টার জানান, বগুড়ায় সামাজিক নিরাপত্তা কর্মসূচির আওতায় বিভিন্ন ভাতা কার্যক্রমের সামাজিক নিরীক্ষা সভা অনুষ্ঠিত হয়েছে। জেলা প্রশাসকের কার্যালয়ের সম্মেলন কক্ষে গতকাল বুধবার এ সভা অনুষ্ঠিত হয়। সভায় উপস্থিত ছিলেন জেলা সমাজসেবা কর্মকর্তাসহ বিভিন্ন দপ্তরের কর্মকর্তাবৃন্দ। সভায় বক্তারা বলেন, সামাজিক নিরাপত্তা কর্মসূচির সুবিধা প্রকৃত সুবিধাভোগীদের কাছে পৌঁছে দিতে হবে।	[14, 274, 188, 312]
cell-post: ইলেকট্রিশিয়ান	[606, 467, 687, 478]
table-row	[580, 467, 926, 478]
th-salary: বেতন	[853, 456, 927, 467]
cell-qualification: অভিজ্ঞতা সম্পন্ন	[725, 489, 853, 500]
cell-upazila: ধুনট	[595, 1045, 623, 1056]
lost-title-2: হারিয়েছে	[853, 167, 902, 183]
